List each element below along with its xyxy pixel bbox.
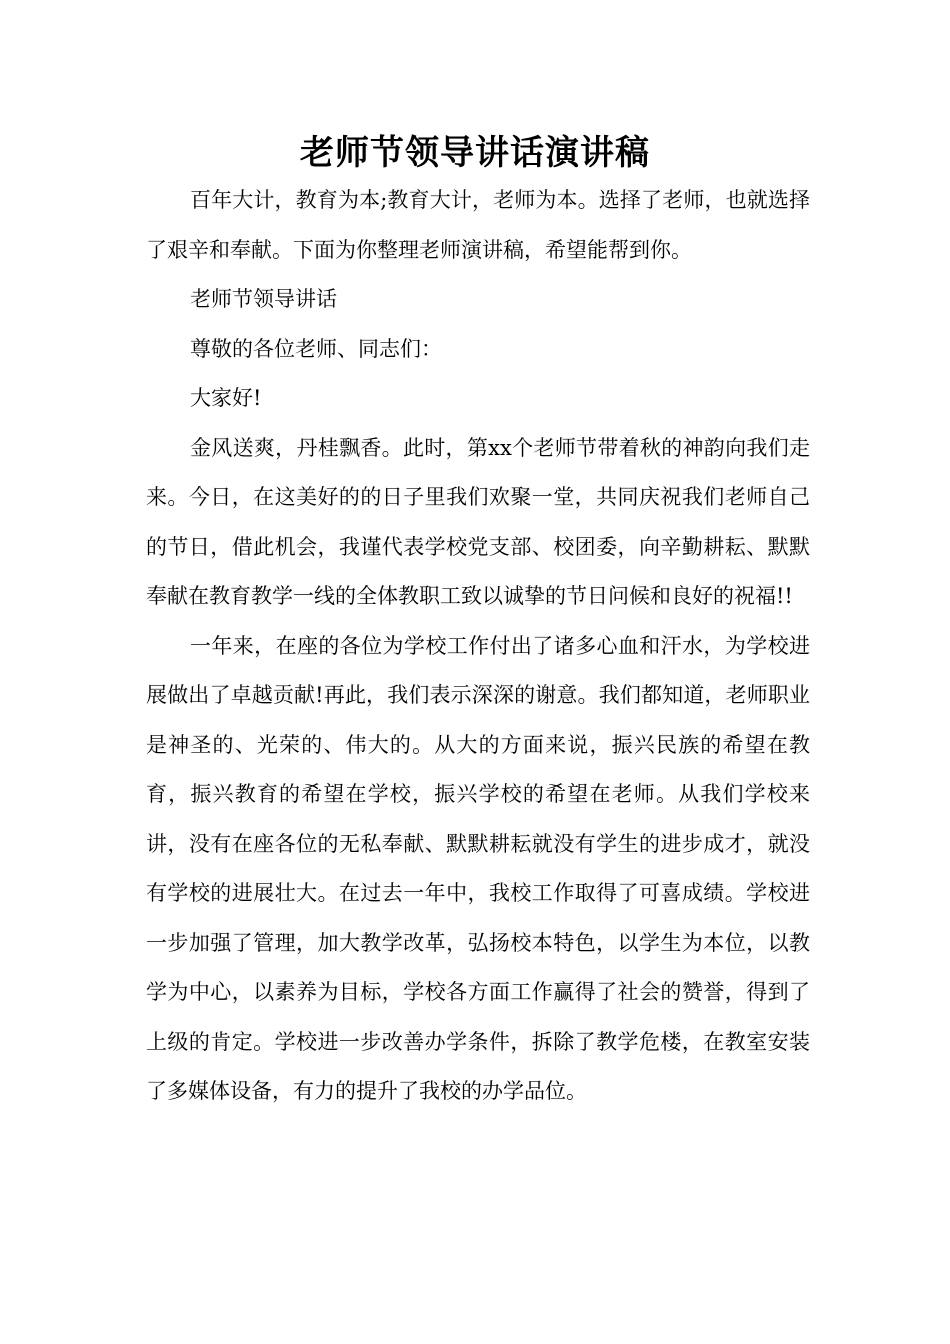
paragraph-opening: 金风送爽，丹桂飘香。此时，第xx个老师节带着秋的神韵向我们走来。今日，在这美好的的日子里我们欢聚一堂，共同庆祝我们老师自己的节日，借此机会，我谨代表学校党支部、校团委，向辛勤耕耘、默默奉献在教育教学一线的全体教职工致以诚挚的节日问候和良好的祝福!!	[146, 435, 810, 608]
paragraph-greeting: 大家好!	[190, 386, 262, 410]
paragraph-intro: 百年大计，教育为本;教育大计，老师为本。选择了老师，也就选择了艰辛和奉献。下面为你整理老师演讲稿，希望能帮到你。	[146, 188, 810, 262]
document-title: 老师节领导讲话演讲稿	[300, 133, 650, 173]
paragraph-salutation: 尊敬的各位老师、同志们：	[190, 336, 442, 361]
document-body	[146, 176, 810, 1117]
paragraph-review: 一年来，在座的各位为学校工作付出了诸多心血和汗水，为学校进展做出了卓越贡献!再此，我们表示深深的谢意。我们都知道，老师职业是神圣的、光荣的、伟大的。从大的方面来说，振兴民族的希望在教育，振兴教育的希望在学校，振兴学校的希望在老师。从我们学校来讲，没有在座各位的无私奉献、默默耕耘就没有学生的进步成才，就没有学校的进展壮大。在过去一年中，我校工作取得了可喜成绩。学校进一步加强了管理，加大教学改革，弘扬校本特色，以学生为本位，以教学为中心，以素养为目标，学校各方面工作赢得了社会的赞誉，得到了上级的肯定。学校进一步改善办学条件，拆除了教学危楼，在教室安装了多媒体设备，有力的提升了我校的办学品位。	[146, 633, 810, 1103]
paragraph-heading: 老师节领导讲话	[190, 287, 337, 311]
